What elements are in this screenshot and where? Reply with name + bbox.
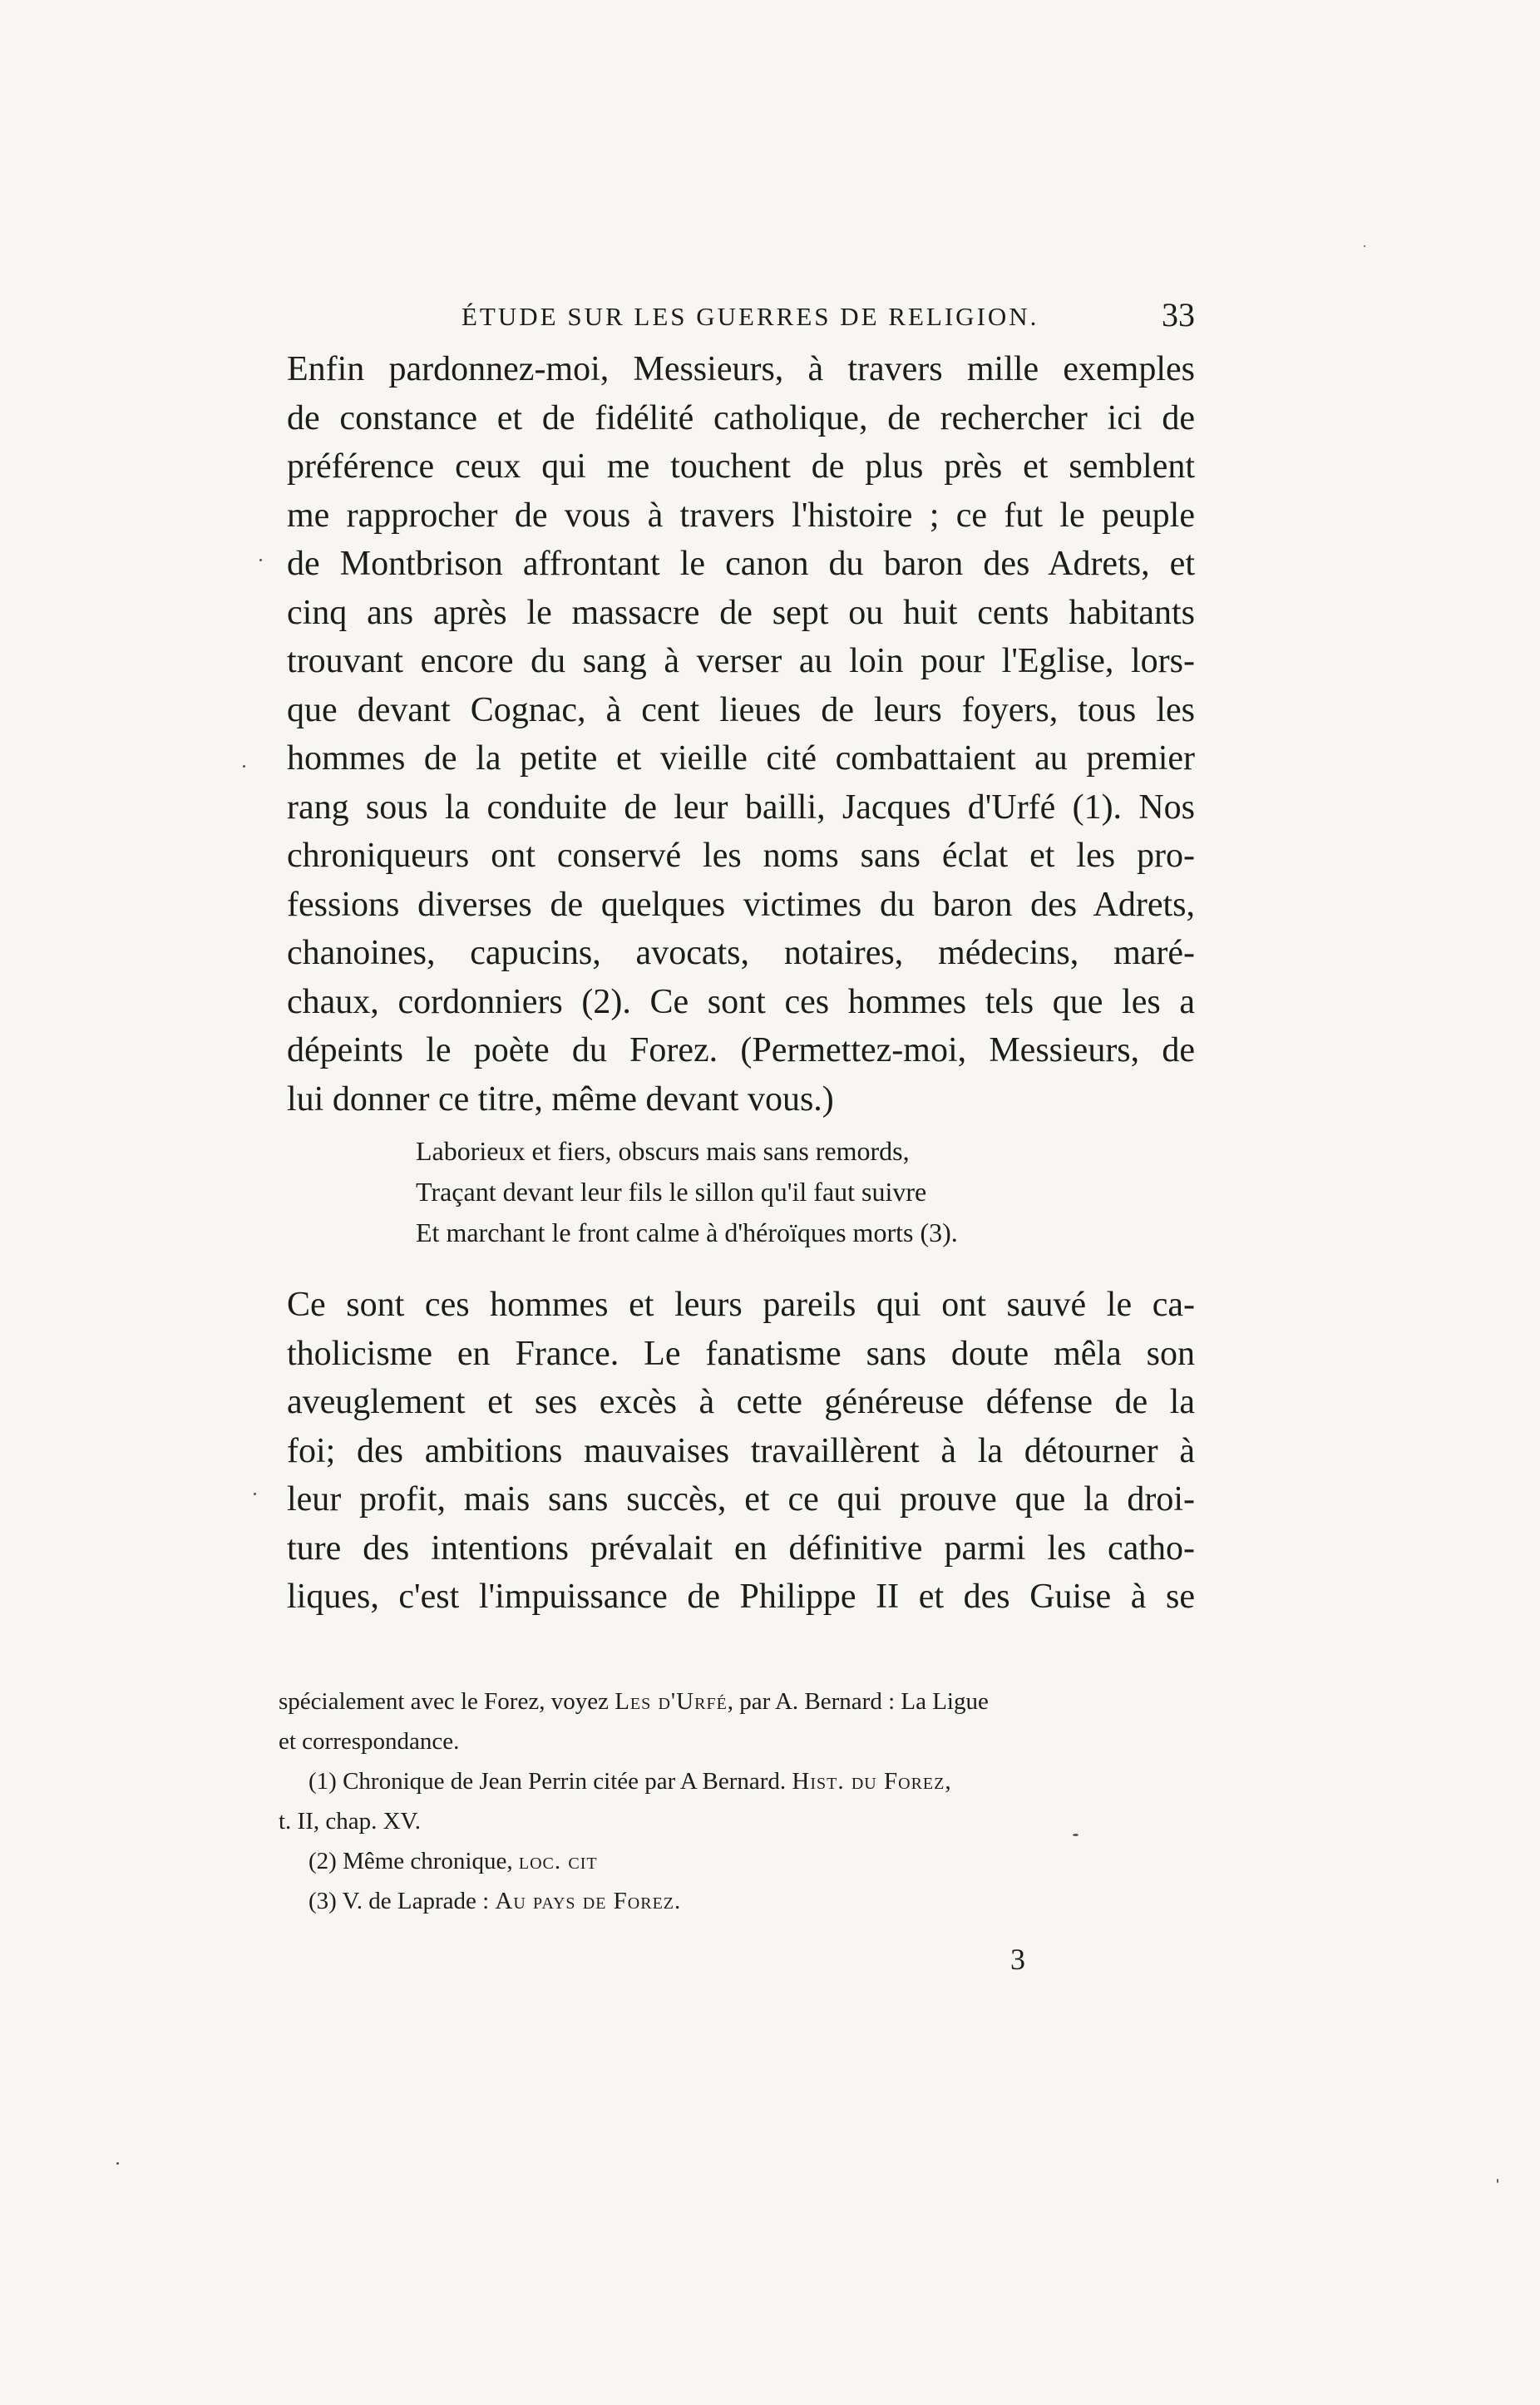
verse-line: Traçant devant leur fils le sillon qu'il faut suivre	[416, 1177, 927, 1207]
text-line: Ce sont ces hommes et leurs pareils qui ont sauvé le ca-	[287, 1286, 1195, 1324]
text-line: Enfin pardonnez-moi, Messieurs, à travers mille exemples	[287, 350, 1195, 388]
text-line: liques, c'est l'impuissance de Philippe II et des Guise à se	[287, 1578, 1195, 1616]
text-line: chanoines, capucins, avocats, notaires, médecins, maré-	[287, 934, 1195, 972]
paper-speck	[259, 559, 262, 561]
text-line: de Montbrison affrontant le canon du baron des Adrets, et	[287, 545, 1195, 583]
paper-speck	[1497, 2179, 1498, 2183]
text-line: dépeints le poète du Forez. (Permettez-moi, Messieurs, de	[287, 1031, 1195, 1069]
paper-speck	[243, 765, 245, 768]
text-line: de constance et de fidélité catholique, de rechercher ici de	[287, 398, 1195, 437]
paper-speck	[254, 1493, 256, 1495]
footnote-text: (2) Même chronique,	[308, 1848, 519, 1874]
verse-quotation	[416, 1131, 1148, 1253]
page-number: 33	[1162, 296, 1195, 333]
running-head: ÉTUDE SUR LES GUERRES DE RELIGION.	[462, 302, 1039, 331]
text-line: lui donner ce titre, même devant vous.)	[287, 1079, 834, 1119]
footnote-1-continuation: t. II, chap. XV.	[279, 1808, 422, 1835]
text-line: foi; des ambitions mauvaises travaillèrent à la détourner à	[287, 1431, 1195, 1470]
text-line: leur profit, mais sans succès, et ce qui prouve que la droi-	[287, 1480, 1195, 1519]
text-line: chaux, cordonniers (2). Ce sont ces hommes tels que les a	[287, 982, 1195, 1021]
footnote-text: spécialement avec le Forez, voyez	[279, 1688, 615, 1715]
footnote-text: ,	[945, 1768, 951, 1795]
text-line: tholicisme en France. Le fanatisme sans doute mêla son	[287, 1334, 1195, 1373]
footnote-1	[279, 1761, 1193, 1801]
signature-mark: 3	[1010, 1943, 1025, 1976]
text-line: aveuglement et ses excès à cette généreuse défense de la	[287, 1383, 1195, 1421]
footnote-3	[279, 1881, 1193, 1921]
footnote-text: , par A. Bernard : La Ligue	[727, 1688, 989, 1715]
footnote-title: Au pays de Forez.	[495, 1888, 682, 1914]
verse-line: Et marchant le front calme à d'héroïques morts (3).	[416, 1217, 958, 1247]
footnote-2	[279, 1841, 1193, 1881]
text-line: hommes de la petite et vieille cité combattaient au premier	[287, 739, 1195, 778]
text-line: que devant Cognac, à cent lieues de leurs foyers, tous les	[287, 690, 1195, 729]
text-line: ture des intentions prévalait en définitive parmi les catho-	[287, 1528, 1195, 1568]
footnote-title: Les d'Urfé	[615, 1688, 728, 1715]
text-line: cinq ans après le massacre de sept ou huit cents habitants	[287, 593, 1195, 632]
footnote-continuation	[279, 1682, 1193, 1721]
paragraph-1	[287, 345, 1195, 1123]
paper-speck	[1073, 1834, 1078, 1836]
text-line: rang sous la conduite de leur bailli, Jacques d'Urfé (1). Nos	[287, 788, 1195, 827]
text-line: préférence ceux qui me touchent de plus près et semblent	[287, 447, 1195, 486]
footnote-title: Hist. du Forez	[792, 1768, 945, 1795]
footnote-text: (3) V. de Laprade :	[308, 1888, 496, 1914]
paragraph-2	[287, 1281, 1195, 1622]
paper-speck	[1364, 245, 1365, 247]
text-line: me rapprocher de vous à travers l'histoire ; ce fut le peuple	[287, 496, 1195, 535]
footnote-continuation: et correspondance.	[279, 1728, 460, 1755]
page-header	[287, 295, 1195, 342]
text-line: fessions diverses de quelques victimes du baron des Adrets,	[287, 885, 1195, 924]
footnotes	[279, 1682, 1193, 1921]
text-line: chroniqueurs ont conservé les noms sans éclat et les pro-	[287, 837, 1195, 875]
verse-line: Laborieux et fiers, obscurs mais sans remords,	[416, 1136, 910, 1166]
footnote-text: (1) Chronique de Jean Perrin citée par A Bernard.	[308, 1768, 792, 1795]
paper-speck	[116, 2162, 119, 2165]
text-line: trouvant encore du sang à verser au loin pour l'Eglise, lors-	[287, 642, 1195, 680]
footnote-title: loc. cit	[518, 1848, 598, 1874]
